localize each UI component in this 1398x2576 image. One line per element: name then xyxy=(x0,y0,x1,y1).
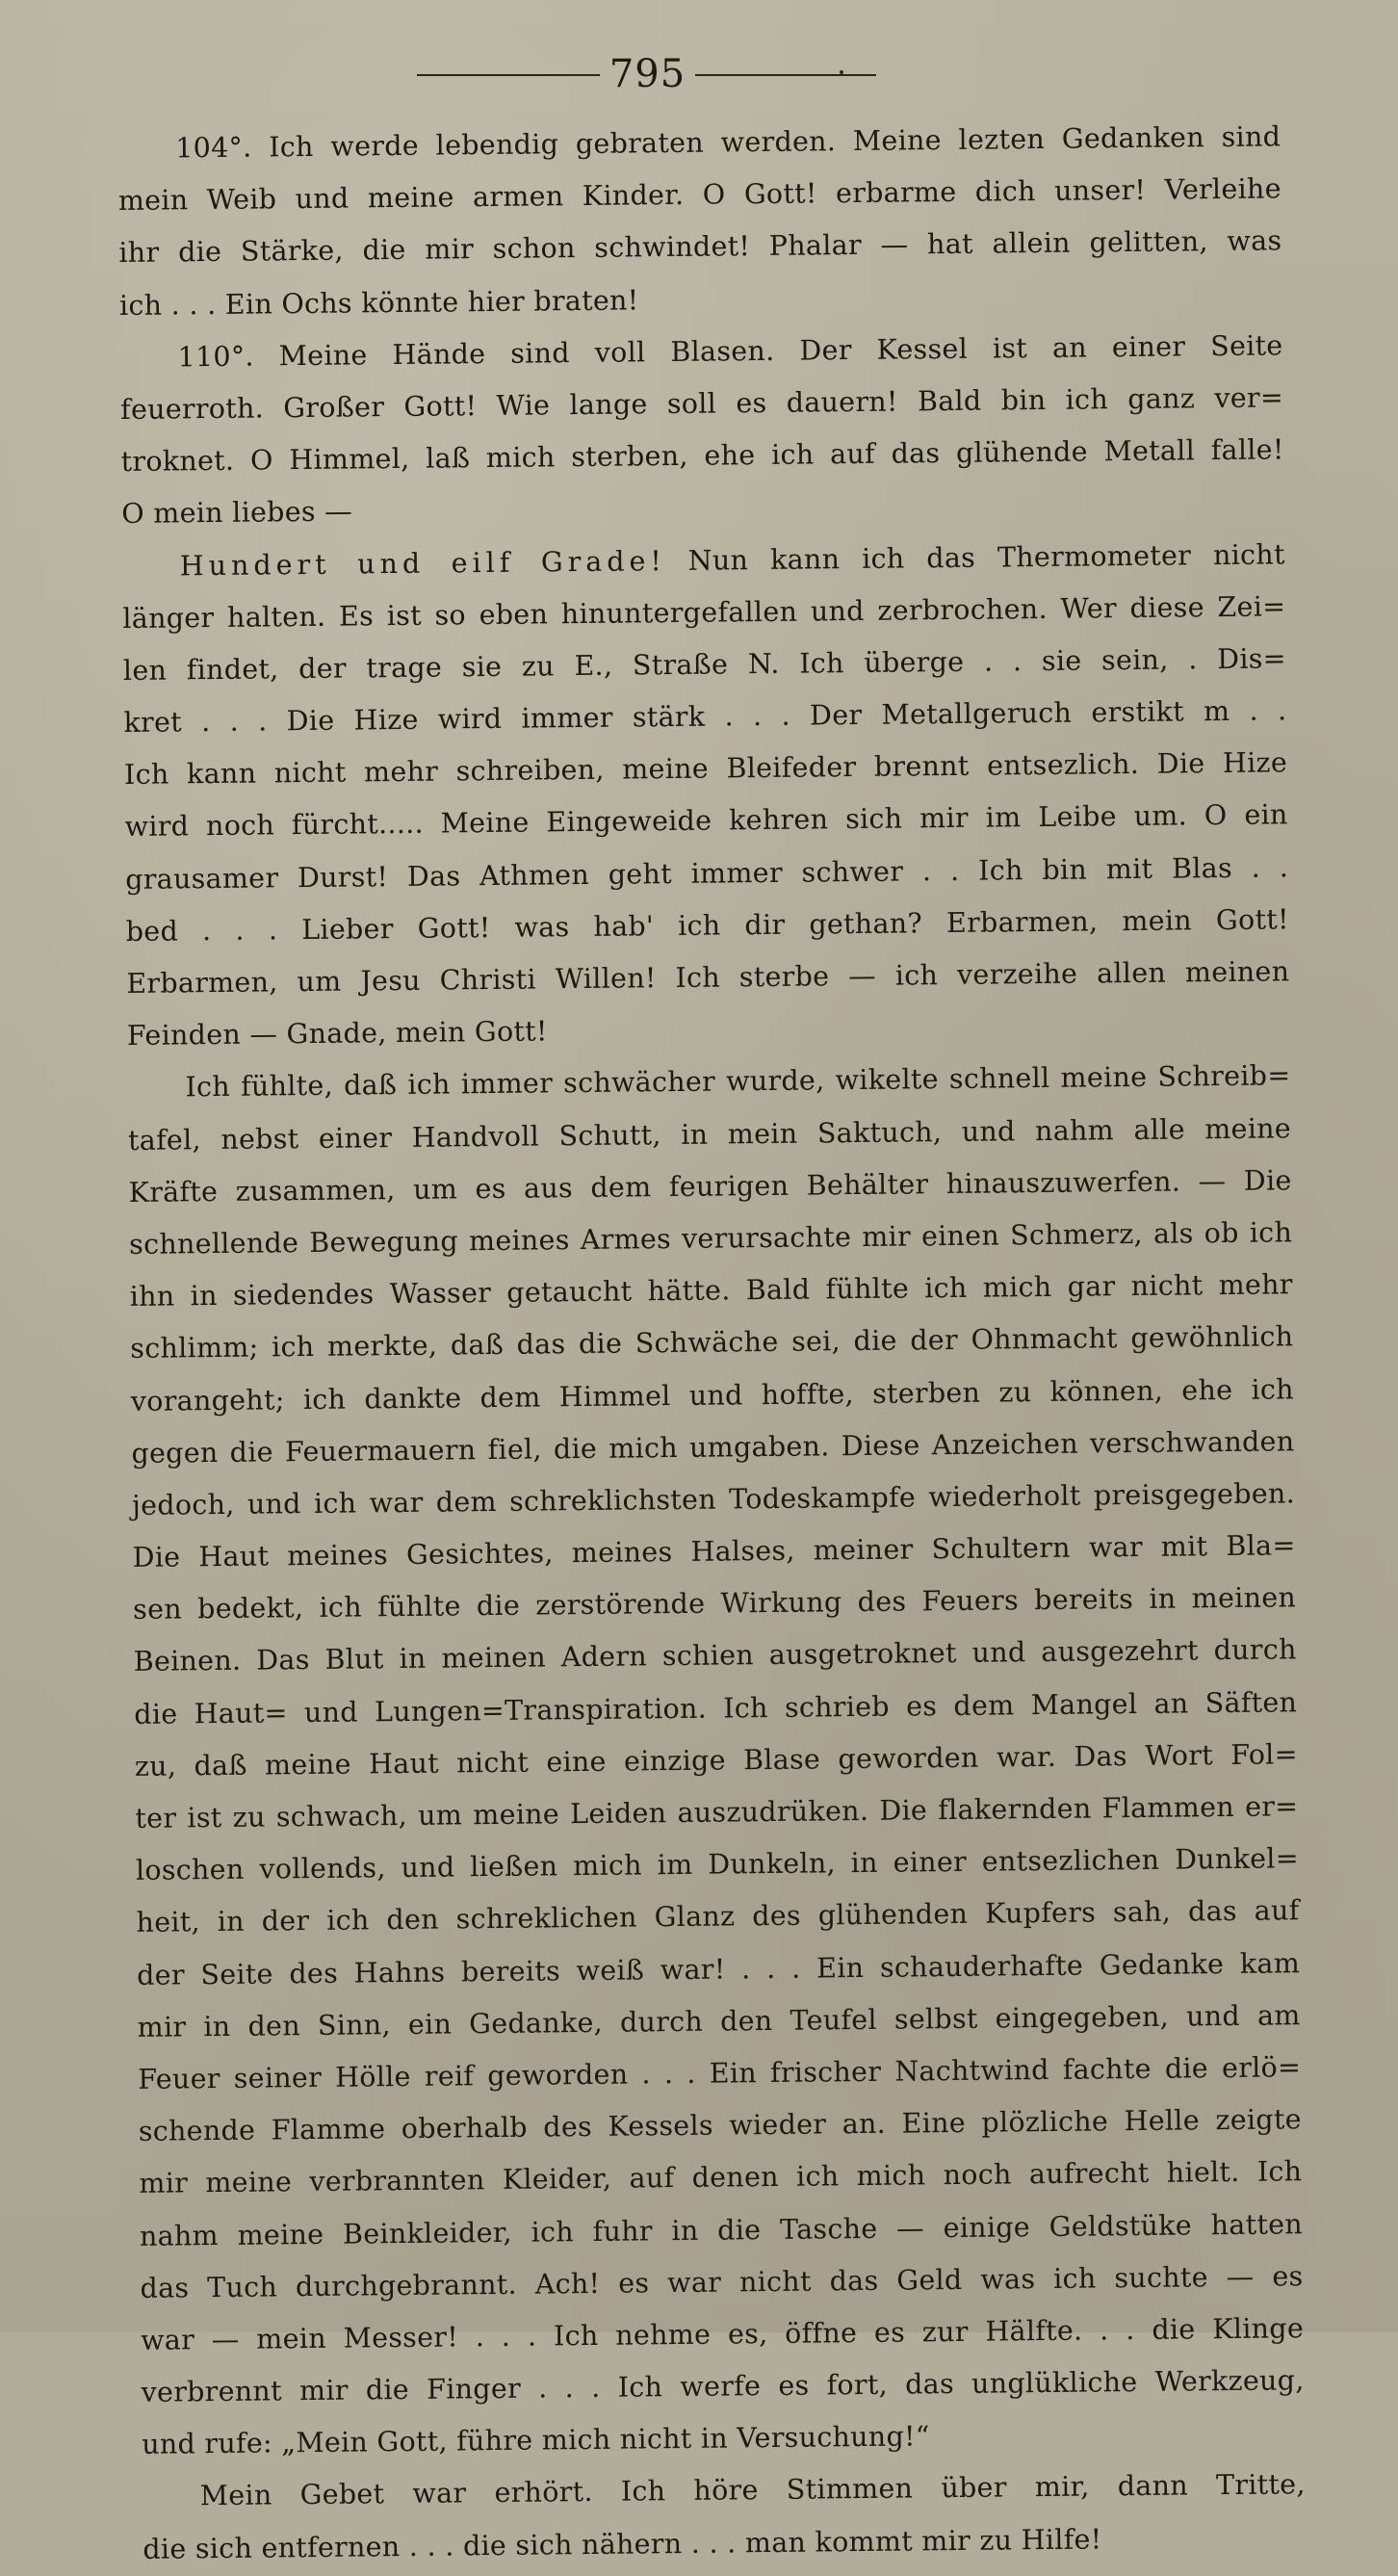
text-line: ihn in siedendes Wasser getaucht hätte. Bald fühlte ich mich gar nicht mehr xyxy=(129,1268,1293,1314)
text-line: schende Flamme oberhalb des Kessels wieder an. Eine plözliche Helle zeigte xyxy=(138,2103,1302,2148)
text-line: die sich entfernen . . . die sich nähern . . . man kommt mir zu Hilfe! xyxy=(142,2523,1102,2565)
header-rule-right xyxy=(695,74,876,76)
text-line: Feinden — Gnade, mein Gott! xyxy=(126,1015,548,1053)
header-rule-left xyxy=(417,74,600,76)
text-line: ter ist zu schwach, um meine Leiden auszudrüken. Die flakernden Flammen er= xyxy=(135,1790,1299,1834)
text-line: der Seite des Hahns bereits weiß war! . . . Ein schauderhafte Gedanke kam xyxy=(136,1946,1301,1991)
text-line: O mein liebes — xyxy=(121,495,353,531)
text-line: bed . . . Lieber Gott! was hab' ich dir gethan? Erbarmen, mein Gott! xyxy=(125,903,1289,948)
text-line: und rufe: „Mein Gott, führe mich nicht in Versuchung!“ xyxy=(142,2420,930,2461)
text-line: grausamer Durst! Das Athmen geht immer schwer . . Ich bin mit Blas . . xyxy=(125,850,1289,896)
text-line: nahm meine Beinkleider, ich fuhr in die Tasche — einige Geldstüke hatten xyxy=(139,2207,1304,2252)
page-number: 795 xyxy=(608,52,686,96)
emphasized-text: Hundert und eilf Grade! xyxy=(179,544,666,582)
text-line: Beinen. Das Blut in meinen Adern schien ausgetroknet und ausgezehrt durch xyxy=(133,1633,1297,1678)
text-line: ich . . . Ein Ochs könnte hier braten! xyxy=(118,283,639,322)
text-line: feuerroth. Großer Gott! Wie lange soll es dauern! Bald bin ich ganz ver= xyxy=(119,381,1284,426)
text-line: mir in den Sinn, ein Gedanke, durch den Teufel selbst eingegeben, und am xyxy=(137,1998,1301,2043)
text-line: war — mein Messer! . . . Ich nehme es, öffne es zur Hälfte. . . die Klinge xyxy=(140,2312,1305,2356)
text-line: schlimm; ich merkte, daß das die Schwäche sei, die der Ohnmacht gewöhnlich xyxy=(130,1320,1294,1366)
text-line: jedoch, und ich war dem schreklichsten Todeskampfe wiederholt preisgegeben. xyxy=(131,1477,1296,1522)
text-line: die Haut= und Lungen=Transpiration. Ich schrieb es dem Mangel an Säften xyxy=(134,1685,1298,1730)
text-line: Feuer seiner Hölle reif geworden . . . Ein frischer Nachtwind fachte die erlö= xyxy=(138,2051,1302,2095)
text-line: mein Weib und meine armen Kinder. O Gott! erbarme dich unser! Verleihe xyxy=(117,172,1282,218)
text-line: Kräfte zusammen, um es aus dem feurigen Behälter hinauszuwerfen. — Die xyxy=(128,1164,1292,1209)
text-line: schnellende Bewegung meines Armes verursachte mir einen Schmerz, als ob ich xyxy=(129,1216,1293,1261)
text-line: Hundert und eilf Grade! Nun kann ich das Thermometer nicht xyxy=(179,537,1285,582)
text-line: len findet, der trage sie zu E., Straße N. Ich überge . . sie sein, . Dis= xyxy=(122,642,1287,687)
text-line: Mein Gebet war erhört. Ich höre Stimmen über mir, dann Tritte, xyxy=(199,2468,1306,2512)
text-line: das Tuch durchgebrannt. Ach! es war nicht das Geld was ich suchte — es xyxy=(140,2259,1304,2304)
text-line: Erbarmen, um Jesu Christi Willen! Ich sterbe — ich verzeihe allen meinen xyxy=(126,955,1290,1000)
text-line: troknet. O Himmel, laß mich sterben, ehe ich auf das glühende Metall falle! xyxy=(120,433,1284,479)
text-line: loschen vollends, und ließen mich im Dunkeln, in einer entsezlichen Dunkel= xyxy=(135,1842,1300,1887)
text-line: Ich fühlte, daß ich immer schwächer wurde, wikelte schnell meine Schreib= xyxy=(185,1059,1291,1104)
text-line: Ich kann nicht mehr schreiben, meine Bleifeder brennt entsezlich. Die Hize xyxy=(123,746,1288,792)
text-line: Die Haut meines Gesichtes, meines Halses, meiner Schultern war mit Bla= xyxy=(132,1529,1296,1574)
text-line: verbrennt mir die Finger . . . Ich werfe es fort, das unglükliche Werkzeug, xyxy=(141,2364,1305,2408)
text-line: kret . . . Die Hize wird immer stärk . . . Der Metallgeruch erstikt m . . xyxy=(123,694,1287,740)
text-line: sen bedekt, ich fühlte die zerstörende Wirkung des Feuers bereits in meinen xyxy=(132,1581,1297,1626)
text-line: mir meine verbrannten Kleider, auf denen ich mich noch aufrecht hielt. Ich xyxy=(139,2155,1303,2200)
text-line: tafel, nebst einer Handvoll Schutt, in mein Saktuch, und nahm alle meine xyxy=(127,1111,1292,1157)
text-line: vorangeht; ich dankte dem Himmel und hoffte, sterben zu können, ehe ich xyxy=(130,1372,1295,1418)
body-text xyxy=(117,111,1307,2575)
text-line: gegen die Feuermauern fiel, die mich umgaben. Diese Anzeichen verschwanden xyxy=(131,1424,1295,1470)
text-line: länger halten. Es ist so eben hinuntergefallen und zerbrochen. Wer diese Zei= xyxy=(122,590,1286,635)
text-line: zu, daß meine Haut nicht eine einzige Blase geworden war. Das Wort Fol= xyxy=(134,1738,1298,1782)
text-line: 104°. Ich werde lebendig gebraten werden. Meine lezten Gedanken sind xyxy=(175,120,1282,165)
text-line: ihr die Stärke, die mir schon schwindet! Phalar — hat allein gelitten, was xyxy=(118,224,1282,270)
text-line: 110°. Meine Hände sind voll Blasen. Der Kessel ist an einer Seite xyxy=(177,329,1283,374)
header-rule-ornament xyxy=(840,70,843,74)
page-header xyxy=(0,50,1398,108)
text-line: wird noch fürcht..... Meine Eingeweide kehren sich mir im Leibe um. O ein xyxy=(124,798,1288,844)
text-line: heit, in der ich den schreklichen Glanz des glühenden Kupfers sah, das auf xyxy=(136,1894,1300,1939)
